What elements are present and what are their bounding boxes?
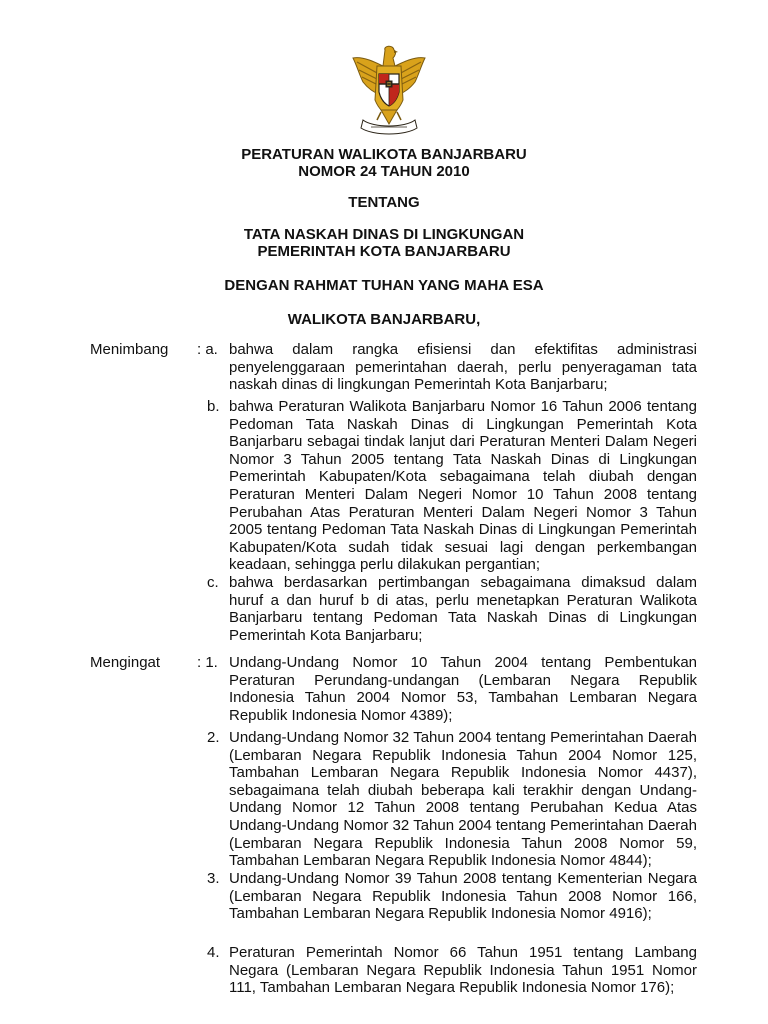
mengingat-marker-3: 3. <box>207 870 220 887</box>
title-line-1: PERATURAN WALIKOTA BANJARBARU <box>241 146 527 163</box>
tentang-heading: TENTANG <box>348 194 420 211</box>
menimbang-marker-b: b. <box>207 398 220 415</box>
subject-line-1: TATA NASKAH DINAS DI LINGKUNGAN <box>243 226 525 243</box>
menimbang-label: Menimbang <box>90 341 169 358</box>
opening-phrase: DENGAN RAHMAT TUHAN YANG MAHA ESA <box>224 277 544 294</box>
garuda-emblem-icon <box>349 44 429 136</box>
menimbang-item-a: bahwa dalam rangka efisiensi dan efektifitas administrasi penyelenggaraan pemerintahan daerah, perlu penyeragaman tata naskah dinas di lingkungan Pemerintah Kota Banjarbaru; <box>229 341 697 394</box>
title-line-2: NOMOR 24 TAHUN 2010 <box>298 163 470 180</box>
mengingat-label: Mengingat <box>90 654 161 671</box>
mengingat-item-2: Undang-Undang Nomor 32 Tahun 2004 tentang Pemerintahan Daerah (Lembaran Negara Republik Indonesia Tahun 2004 Nomor 125, Tambahan Lembaran Negara Republik Indonesia Nomor 4437), sebagaimana telah diubah beberapa kali terakhir dengan Undang-Undang Nomor 12 Tahun 2008 tentang Perubahan Kedua Atas Undang-Undang Nomor 32 Tahun 2004 tentang Pemerintahan Daerah (Lembaran Negara Republik Indonesia Tahun 2008 Nomor 59, Tambahan Lembaran Negara Republik Indonesia Nomor 4844); <box>229 729 697 870</box>
mengingat-marker-2: 2. <box>207 729 220 746</box>
menimbang-marker-a: : a. <box>197 341 218 358</box>
subject-line-2: PEMERINTAH KOTA BANJARBARU <box>257 243 511 260</box>
mengingat-item-3: Undang-Undang Nomor 39 Tahun 2008 tentang Kementerian Negara (Lembaran Negara Republik Indonesia Tahun 2008 Nomor 166, Tambahan Lembaran Negara Republik Indonesia Nomor 4916); <box>229 870 697 923</box>
authority-heading: WALIKOTA BANJARBARU, <box>287 311 481 328</box>
mengingat-item-1: Undang-Undang Nomor 10 Tahun 2004 tentang Pembentukan Peraturan Perundang-undangan (Lembaran Negara Republik Indonesia Tahun 2004 Nomor 53, Tambahan Lembaran Negara Republik Indonesia Nomor 4389); <box>229 654 697 724</box>
menimbang-marker-c: c. <box>207 574 219 591</box>
menimbang-item-c: bahwa berdasarkan pertimbangan sebagaimana dimaksud dalam huruf a dan huruf b di atas, perlu menetapkan Peraturan Walikota Banjarbaru tentang Pedoman Tata Naskah Dinas di Lingkungan Pemerintah Kota Banjarbaru; <box>229 574 697 644</box>
menimbang-item-b: bahwa Peraturan Walikota Banjarbaru Nomor 16 Tahun 2006 tentang Pedoman Tata Naskah Dinas di Lingkungan Pemerintah Kota Banjarbaru sebagai tindak lanjut dari Peraturan Menteri Dalam Negeri Nomor 3 Tahun 2005 tentang Tata Naskah Dinas di Lingkungan Pemerintah Kabupaten/Kota sebagaimana telah diubah dengan Peraturan Menteri Dalam Negeri Nomor 10 Tahun 2008 tentang Perubahan Atas Peraturan Menteri Dalam Negeri Nomor 3 Tahun 2005 tentang Pedoman Tata Naskah Dinas di Lingkungan Pemerintah Kabupaten/Kota sudah tidak sesuai lagi dengan perkembangan keadaan, sehingga perlu dilakukan pergantian; <box>229 398 697 574</box>
mengingat-item-4: Peraturan Pemerintah Nomor 66 Tahun 1951 tentang Lambang Negara (Lembaran Negara Republik Indonesia Tahun 1951 Nomor 111, Tambahan Lembaran Negara Republik Indonesia Nomor 176); <box>229 944 697 997</box>
mengingat-marker-1: : 1. <box>197 654 218 671</box>
mengingat-marker-4: 4. <box>207 944 220 961</box>
